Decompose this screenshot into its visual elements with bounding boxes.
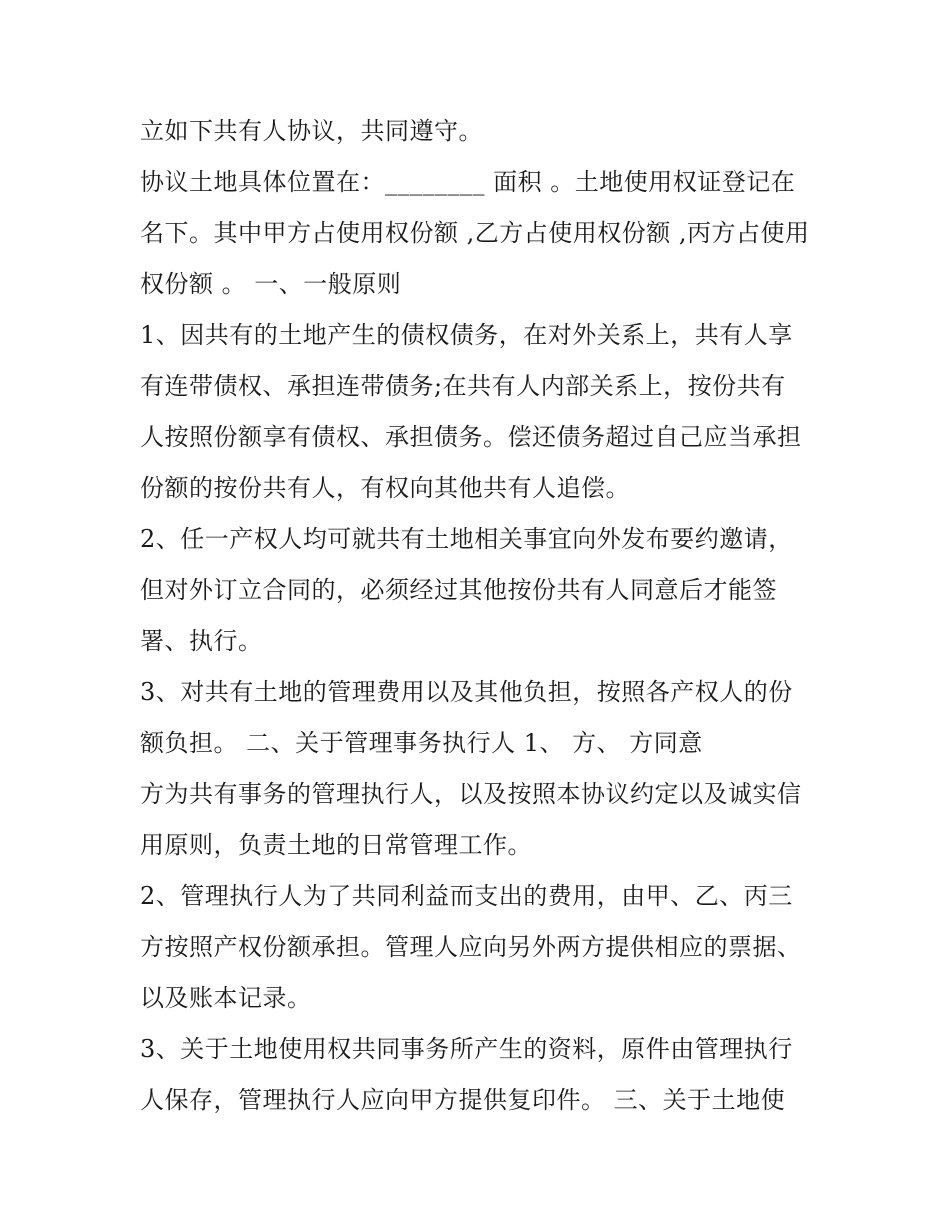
text-line: 份额的按份共有人，有权向其他共有人追偿。 bbox=[140, 474, 630, 502]
text-line: 2、管理执行人为了共同利益而支出的费用，由甲、乙、丙三 bbox=[140, 882, 793, 910]
text-line: 署、执行。 bbox=[140, 627, 263, 655]
text-line: 方按照产权份额承担。管理人应向另外两方提供相应的票据、 bbox=[140, 933, 802, 961]
text-line: 人保存，管理执行人应向甲方提供复印件。 三、关于土地使 bbox=[140, 1086, 786, 1114]
text-line: 人按照份额享有债权、承担债务。偿还债务超过自己应当承担 bbox=[140, 423, 802, 451]
text-line: 协议土地具体位置在：________ 面积 。土地使用权证登记在 bbox=[140, 168, 796, 196]
text-line: 用原则，负责土地的日常管理工作。 bbox=[140, 831, 532, 859]
text-line: 名下。其中甲方占使用权份额 ,乙方占使用权份额 ,丙方占使用 bbox=[140, 219, 810, 247]
text-line: 3、对共有土地的管理费用以及其他负担，按照各产权人的份 bbox=[140, 678, 793, 706]
text-line: 2、任一产权人均可就共有土地相关事宜向外发布要约邀请， bbox=[140, 525, 793, 553]
text-line: 3、关于土地使用权共同事务所产生的资料，原件由管理执行 bbox=[140, 1035, 793, 1063]
text-line: 立如下共有人协议，共同遵守。 bbox=[140, 117, 483, 145]
document-body bbox=[140, 106, 820, 1126]
text-line: 以及账本记录。 bbox=[140, 984, 312, 1012]
text-line: 1、因共有的土地产生的债权债务，在对外关系上，共有人享 bbox=[140, 321, 793, 349]
text-line: 权份额 。 一、一般原则 bbox=[140, 270, 402, 298]
text-line: 但对外订立合同的，必须经过其他按份共有人同意后才能签 bbox=[140, 576, 777, 604]
text-line: 方为共有事务的管理执行人，以及按照本协议约定以及诚实信 bbox=[140, 780, 802, 808]
text-line: 额负担。 二、关于管理事务执行人 1、 方、 方同意 bbox=[140, 729, 703, 757]
text-line: 有连带债权、承担连带债务;在共有人内部关系上，按份共有 bbox=[140, 372, 786, 400]
